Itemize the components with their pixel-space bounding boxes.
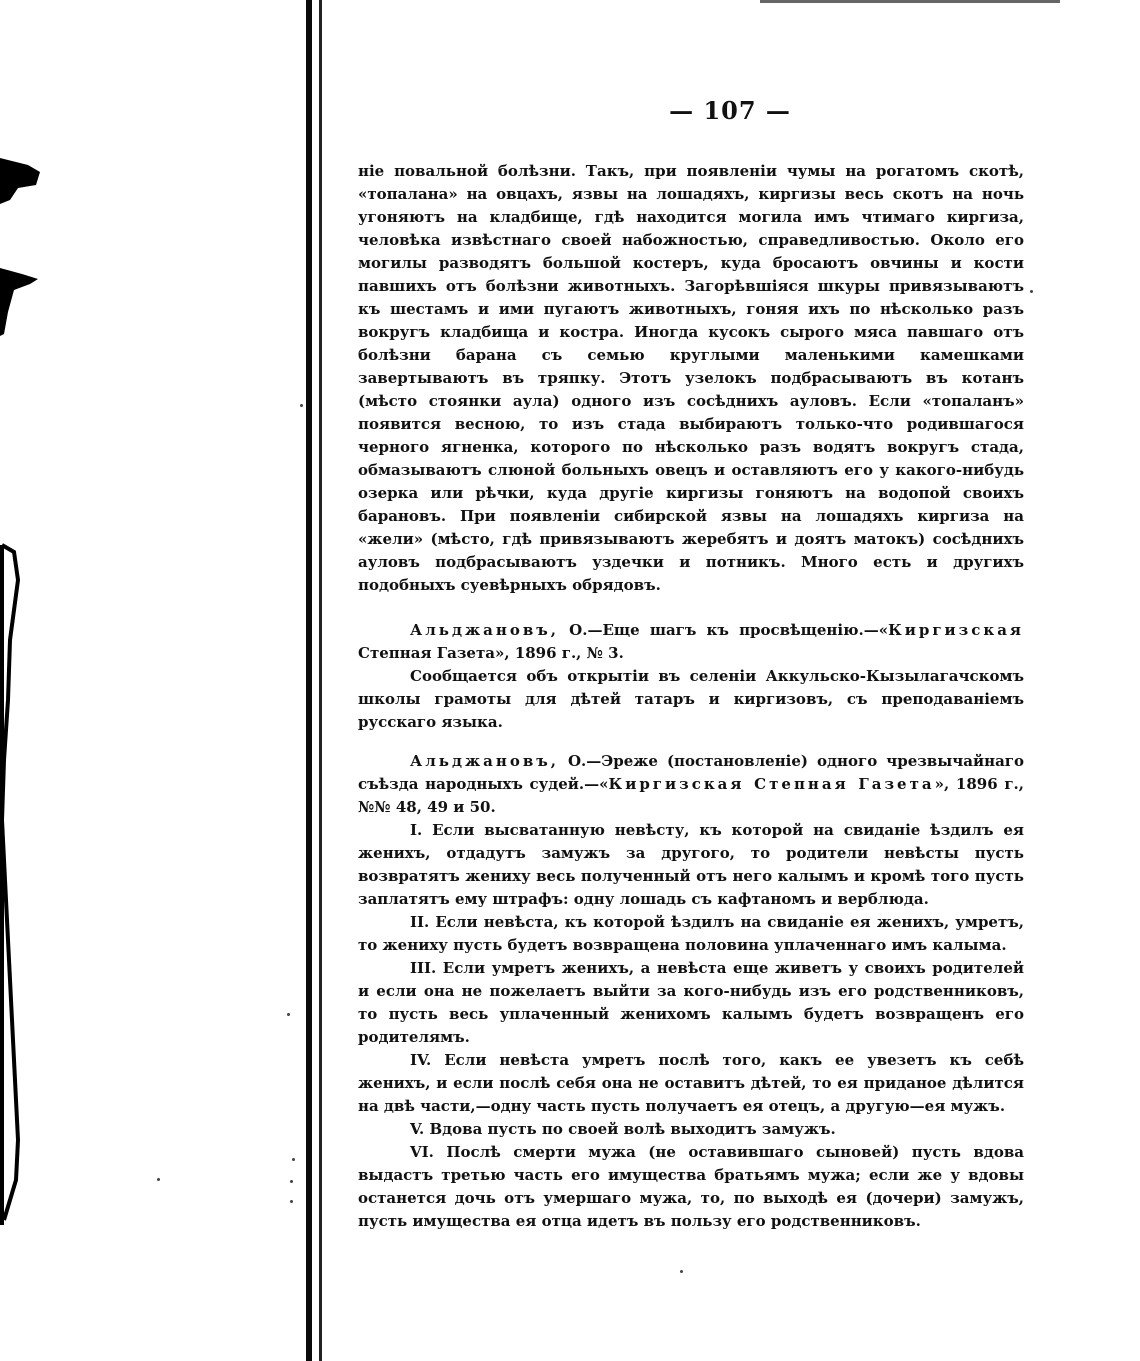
gutter-line-inner bbox=[319, 0, 322, 1361]
reference-journal: Киргизская Степная Газета bbox=[608, 775, 935, 793]
ink-blot bbox=[0, 268, 38, 336]
page-curl-line bbox=[2, 545, 18, 1220]
scan-speck bbox=[157, 1178, 160, 1181]
article-3: III. Если умретъ женихъ, а невѣста еще живетъ у своихъ родителей и если она не пожелаетъ выйти за кого-нибудь изъ его родственниковъ, то пусть весь уплаченный женихомъ калымъ будетъ возвращенъ его родителямъ. bbox=[358, 959, 1024, 1046]
reference-2-heading bbox=[358, 750, 1024, 819]
page-shadow bbox=[0, 545, 4, 1225]
text-column bbox=[358, 160, 1024, 1233]
article-4: IV. Если невѣста умретъ послѣ того, какъ ее увезетъ къ себѣ женихъ, и если послѣ себя она не оставитъ дѣтей, то ея приданое дѣлится на двѣ части,—одну часть пусть получаетъ ея отецъ, а другую—ея мужъ. bbox=[358, 1051, 1024, 1115]
paragraph-disease-rites: нiе повальной болѣзни. Такъ, при появленiи чумы на рогатомъ скотѣ, «топалана» на овцахъ, язвы на лошадяхъ, киргизы весь скотъ на ночь угоняютъ на кладбище, гдѣ находится могила имъ чтимаго киргиза, человѣка извѣстнаго своей набожностью, справедливостью. Около его могилы разводятъ большой костеръ, куда бросаютъ овчины и кости павшихъ отъ болѣзни животныхъ. Загорѣвшiяся шкуры привязываютъ къ шестамъ и ими пугаютъ животныхъ, гоняя ихъ по нѣсколько разъ вокругъ кладбища и костра. Иногда кусокъ сырого мяса павшаго отъ болѣзни барана съ семью круглыми маленькими камешками завертываютъ въ тряпку. Этотъ узелокъ подбрасываютъ въ котанъ (мѣсто стоянки аула) одного изъ сосѣднихъ ауловъ. Если «топаланъ» появится весною, то изъ стада выбираютъ только-что родившагося черного ягненка, которого по нѣсколько разъ водятъ вокругъ стада, обмазываютъ слюной больныхъ овецъ и оставляютъ его у какого-нибудь озерка или рѣчки, куда другiе киргизы гоняютъ на водопой своихъ барановъ. При появленiи сибирской язвы на лошадяхъ киргиза на «жели» (мѣсто, гдѣ привязываютъ жеребятъ и доятъ матокъ) сосѣднихъ ауловъ подбрасываютъ уздечки и потникъ. Много есть и другихъ подобныхъ суевѣрныхъ обрядовъ. bbox=[358, 162, 1024, 594]
scan-speck bbox=[287, 1013, 290, 1016]
page-number: — 107 — bbox=[669, 96, 791, 125]
reference-citation: », 1896 г., №№ 48, 49 и 50. bbox=[358, 775, 1024, 816]
scan-speck bbox=[1030, 290, 1033, 293]
adjacent-page-edge bbox=[0, 0, 310, 1361]
reference-citation: Степная Газета», 1896 г., № 3. bbox=[358, 644, 624, 662]
reference-title: О.—Еще шагъ къ просвѣщенiю.—« bbox=[558, 621, 889, 639]
reference-1-heading bbox=[358, 619, 1024, 665]
scan-speck bbox=[290, 1200, 293, 1203]
scan-speck bbox=[680, 1270, 683, 1273]
reference-author: Альджановъ, bbox=[410, 621, 559, 639]
reference-journal: Киргизская bbox=[888, 621, 1024, 639]
reference-title: О.—Эреже (постановленiе) одного чрезвычайнаго съѣзда народныхъ судей.—« bbox=[358, 752, 1024, 793]
reference-1-summary: Сообщается объ открытiи въ селенiи Аккульско-Кызылагачскомъ школы грамоты для дѣтей татаръ и киргизовъ, съ преподаванiемъ русскаго языка. bbox=[358, 667, 1024, 731]
article-1: I. Если высватанную невѣсту, къ которой на свиданiе ѣздилъ ея женихъ, отдадутъ замужъ за другого, то родители невѣсты пусть возвратятъ жениху весь полученный отъ него калымъ и кромѣ того пусть заплатятъ ему штрафъ: одну лошадь съ кафтаномъ и верблюда. bbox=[358, 821, 1024, 908]
ink-blot bbox=[0, 158, 40, 204]
scan-speck bbox=[290, 1180, 293, 1183]
article-2: II. Если невѣста, къ которой ѣздилъ на свиданiе ея женихъ, умретъ, то жениху пусть будетъ возвращена половина уплаченнаго имъ калыма. bbox=[358, 913, 1024, 954]
reference-author: Альджановъ, bbox=[410, 752, 559, 770]
article-5: V. Вдова пусть по своей волѣ выходитъ замужъ. bbox=[410, 1120, 836, 1138]
scan-speck bbox=[292, 1158, 295, 1161]
article-6: VI. Послѣ смерти мужа (не оставившаго сыновей) пусть вдова выдастъ третью часть его имущества братьямъ мужа; если же у вдовы останется дочь отъ умершаго мужа, то, по выходѣ ея (дочери) замужъ, пусть имущества ея отца идетъ въ пользу его родственниковъ. bbox=[358, 1143, 1024, 1230]
gutter-line bbox=[306, 0, 312, 1361]
scan-speck bbox=[300, 404, 303, 407]
top-edge-mark bbox=[760, 0, 1060, 3]
